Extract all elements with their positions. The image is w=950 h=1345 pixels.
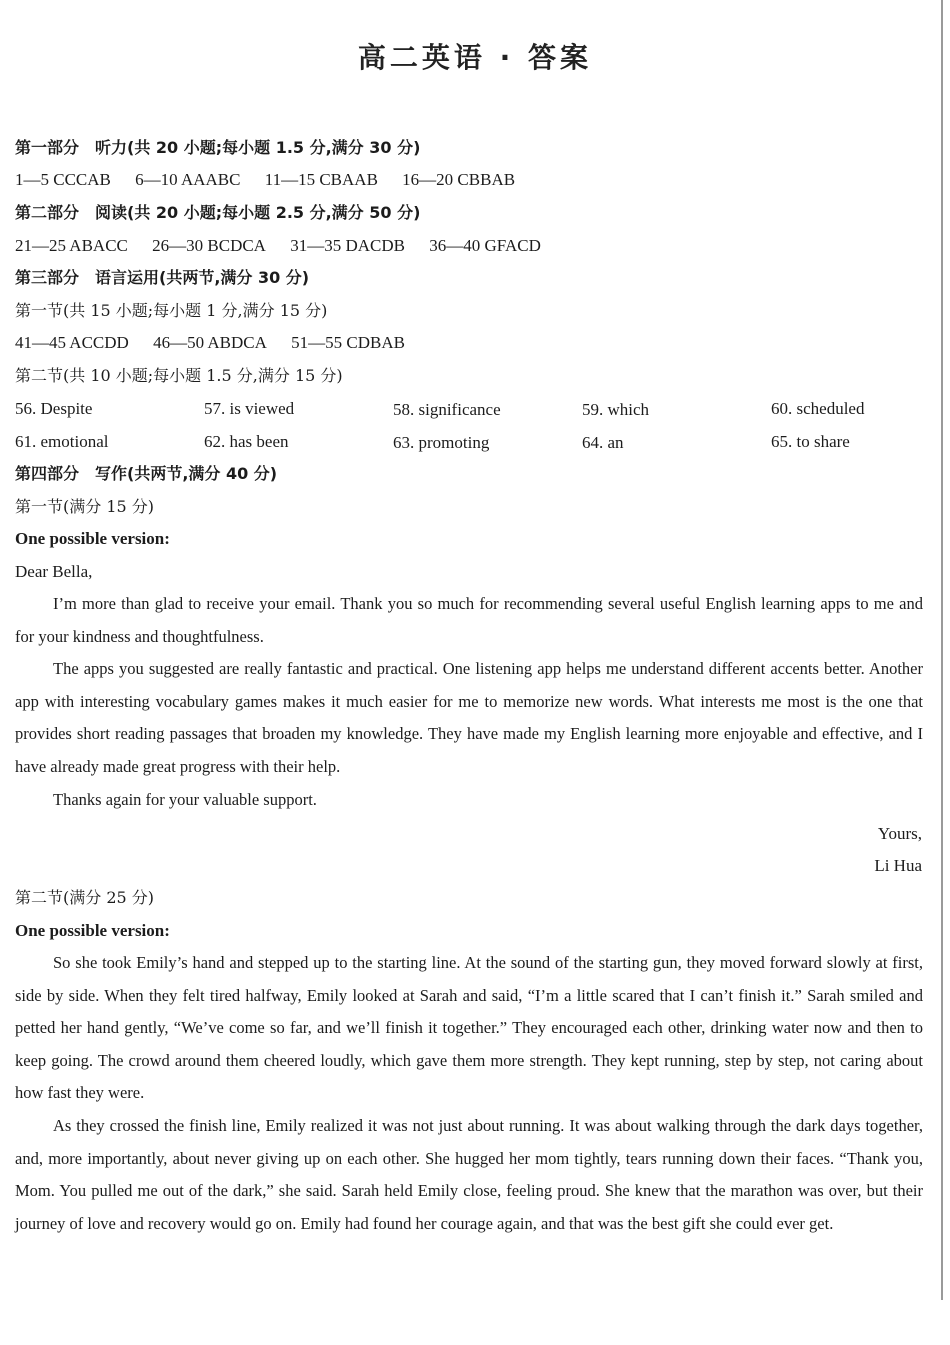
answer-group: 16—20 CBBAB [402, 170, 516, 189]
letter-signature: Li Hua [874, 856, 922, 875]
answer-item: 65. to share [771, 432, 850, 451]
page-title: 高二英语 · 答案 [357, 41, 593, 74]
part4-section1-heading: 第一节(满分 15 分) [15, 497, 155, 516]
version-label: One possible version: [15, 529, 170, 548]
answer-item: 59. which [582, 400, 650, 419]
answer-group: 1—5 CCCAB [15, 170, 111, 189]
answer-item: 64. an [582, 433, 624, 452]
version-label: One possible version: [15, 921, 170, 940]
letter-greeting: Dear Bella, [15, 562, 93, 581]
answer-group: 36—40 GFACD [429, 236, 541, 255]
answer-group: 6—10 AAABC [135, 170, 241, 189]
part1-answers [15, 169, 515, 191]
answer-group: 31—35 DACDB [290, 236, 405, 255]
part4-heading: 第四部分 写作(共两节,满分 40 分) [15, 464, 278, 483]
letter-paragraph: Thanks again for your valuable support. [53, 790, 317, 809]
answer-item: 60. scheduled [771, 399, 865, 418]
essay-paragraph: As they crossed the finish line, Emily realized it was not just about running. It was about walking through the dark days together, and, more importantly, about never giving up on each other. She hugged her mom tightly, tears running down their faces. “Thank you, Mom. You pulled me out of the dark,” she said. Sarah held Emily close, feeling proud. She knew that the marathon was over, but their journey of love and recovery would go on. Emily had found her courage again, and that was the best gift she could ever get. [15, 1116, 923, 1233]
part4-section2-heading: 第二节(满分 25 分) [15, 888, 155, 907]
part2-answers [15, 235, 541, 257]
part3-section1-heading: 第一节(共 15 小题;每小题 1 分,满分 15 分) [15, 301, 328, 320]
answer-item: 63. promoting [393, 433, 490, 452]
part3-section2-heading: 第二节(共 10 小题;每小题 1.5 分,满分 15 分) [15, 366, 343, 385]
answer-item: 56. Despite [15, 399, 93, 418]
letter-paragraph: The apps you suggested are really fantastic and practical. One listening app helps me understand different accents better. Another app with interesting vocabulary games makes it much easier for me to memorize new words. What interests me most is the one that provides short reading passages that broaden my knowledge. They have made my English learning more enjoyable and effective, and I have already made great progress with their help. [15, 659, 923, 776]
answer-item: 57. is viewed [204, 399, 295, 418]
answer-group: 51—55 CDBAB [291, 333, 405, 352]
answer-group: 41—45 ACCDD [15, 333, 129, 352]
answer-item: 58. significance [393, 400, 501, 419]
answer-group: 46—50 ABDCA [153, 333, 267, 352]
part3-section1-answers [15, 332, 405, 354]
answer-group: 21—25 ABACC [15, 236, 128, 255]
part2-heading: 第二部分 阅读(共 20 小题;每小题 2.5 分,满分 50 分) [15, 203, 421, 222]
letter-paragraph: I’m more than glad to receive your email. Thank you so much for recommending several useful English learning apps to me and for your kindness and thoughtfulness. [15, 594, 923, 646]
letter-closing: Yours, [877, 824, 922, 843]
page-edge-divider [941, 0, 943, 1300]
answer-item: 61. emotional [15, 432, 109, 451]
answer-item: 62. has been [204, 432, 289, 451]
part1-heading: 第一部分 听力(共 20 小题;每小题 1.5 分,满分 30 分) [15, 138, 421, 157]
part3-heading: 第三部分 语言运用(共两节,满分 30 分) [15, 268, 310, 287]
answer-group: 11—15 CBAAB [264, 170, 378, 189]
answer-group: 26—30 BCDCA [152, 236, 266, 255]
essay-paragraph: So she took Emily’s hand and stepped up to the starting line. At the sound of the starting gun, they moved forward slowly at first, side by side. When they felt tired halfway, Emily looked at Sarah and said, “I’m a little scared that I can’t finish it.” Sarah smiled and petted her hand gently, “We’ve come so far, and we’ll finish it together.” They encouraged each other, drinking water now and then to keep going. The crowd around them cheered loudly, which gave them more strength. They kept running, step by step, not caring about how fast they were. [15, 953, 923, 1103]
